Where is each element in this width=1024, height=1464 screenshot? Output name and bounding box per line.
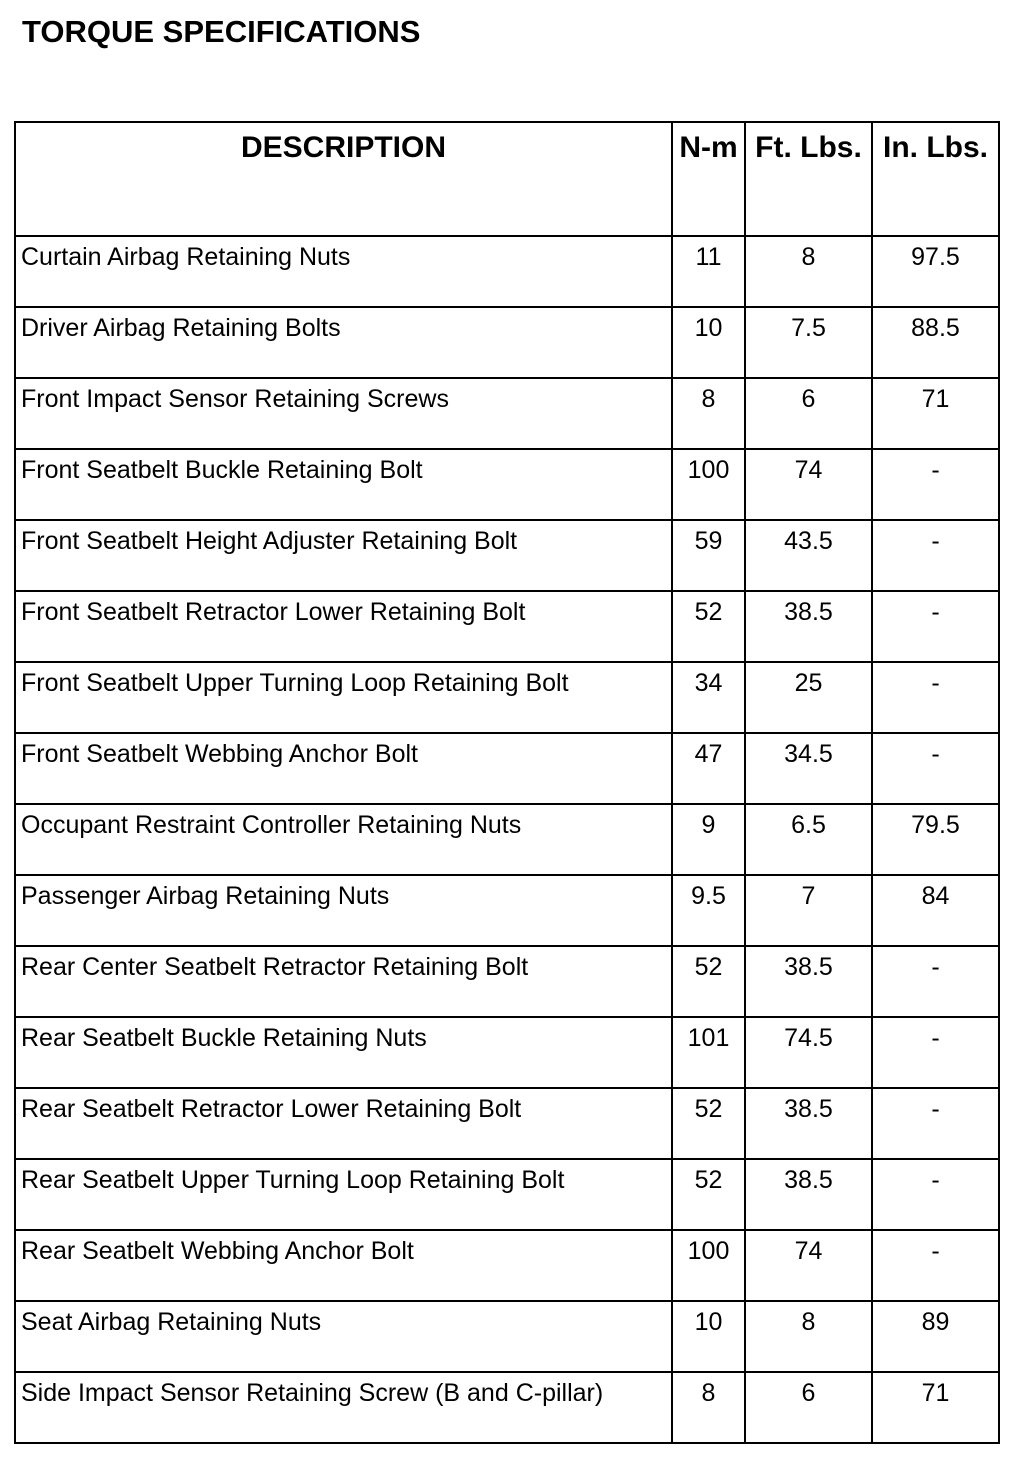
cell-ft-lbs: 25 <box>745 662 872 733</box>
cell-ft-lbs: 38.5 <box>745 1159 872 1230</box>
cell-ft-lbs: 6 <box>745 378 872 449</box>
cell-ft-lbs: 43.5 <box>745 520 872 591</box>
cell-description: Front Seatbelt Webbing Anchor Bolt <box>15 733 672 804</box>
cell-description: Occupant Restraint Controller Retaining Nuts <box>15 804 672 875</box>
cell-in-lbs: - <box>872 449 999 520</box>
cell-nm: 100 <box>672 449 745 520</box>
table-row <box>15 804 999 875</box>
column-header-ft-lbs: Ft. Lbs. <box>745 122 872 236</box>
cell-in-lbs: - <box>872 946 999 1017</box>
column-header-nm: N-m <box>672 122 745 236</box>
cell-description: Front Impact Sensor Retaining Screws <box>15 378 672 449</box>
column-header-description: DESCRIPTION <box>15 122 672 236</box>
cell-in-lbs: - <box>872 662 999 733</box>
cell-in-lbs: 71 <box>872 378 999 449</box>
cell-description: Rear Seatbelt Retractor Lower Retaining Bolt <box>15 1088 672 1159</box>
table-row <box>15 520 999 591</box>
cell-description: Front Seatbelt Buckle Retaining Bolt <box>15 449 672 520</box>
cell-nm: 52 <box>672 1088 745 1159</box>
cell-ft-lbs: 38.5 <box>745 591 872 662</box>
cell-ft-lbs: 7.5 <box>745 307 872 378</box>
cell-in-lbs: 79.5 <box>872 804 999 875</box>
cell-in-lbs: 71 <box>872 1372 999 1443</box>
cell-nm: 8 <box>672 1372 745 1443</box>
table-row <box>15 1017 999 1088</box>
table-row <box>15 1088 999 1159</box>
table-row <box>15 378 999 449</box>
cell-description: Seat Airbag Retaining Nuts <box>15 1301 672 1372</box>
cell-nm: 47 <box>672 733 745 804</box>
cell-in-lbs: - <box>872 1159 999 1230</box>
cell-nm: 101 <box>672 1017 745 1088</box>
cell-in-lbs: - <box>872 520 999 591</box>
table-row <box>15 236 999 307</box>
cell-ft-lbs: 74 <box>745 449 872 520</box>
cell-ft-lbs: 38.5 <box>745 946 872 1017</box>
table-row <box>15 662 999 733</box>
cell-description: Rear Seatbelt Buckle Retaining Nuts <box>15 1017 672 1088</box>
cell-nm: 52 <box>672 591 745 662</box>
cell-in-lbs: 97.5 <box>872 236 999 307</box>
cell-ft-lbs: 6 <box>745 1372 872 1443</box>
table-row <box>15 875 999 946</box>
cell-in-lbs: 89 <box>872 1301 999 1372</box>
table-header-row <box>15 122 999 236</box>
cell-nm: 8 <box>672 378 745 449</box>
cell-nm: 59 <box>672 520 745 591</box>
cell-nm: 10 <box>672 1301 745 1372</box>
table-row <box>15 1159 999 1230</box>
cell-in-lbs: 84 <box>872 875 999 946</box>
cell-ft-lbs: 8 <box>745 1301 872 1372</box>
table-row <box>15 733 999 804</box>
cell-in-lbs: 88.5 <box>872 307 999 378</box>
page-title: TORQUE SPECIFICATIONS <box>22 14 421 49</box>
cell-description: Driver Airbag Retaining Bolts <box>15 307 672 378</box>
column-header-in-lbs: In. Lbs. <box>872 122 999 236</box>
cell-description: Front Seatbelt Height Adjuster Retaining Bolt <box>15 520 672 591</box>
cell-nm: 11 <box>672 236 745 307</box>
cell-in-lbs: - <box>872 1088 999 1159</box>
cell-description: Side Impact Sensor Retaining Screw (B and C-pillar) <box>15 1372 672 1443</box>
cell-ft-lbs: 38.5 <box>745 1088 872 1159</box>
cell-nm: 9.5 <box>672 875 745 946</box>
cell-in-lbs: - <box>872 591 999 662</box>
cell-description: Curtain Airbag Retaining Nuts <box>15 236 672 307</box>
table-row <box>15 307 999 378</box>
table-row <box>15 1230 999 1301</box>
cell-nm: 52 <box>672 946 745 1017</box>
cell-ft-lbs: 34.5 <box>745 733 872 804</box>
table-row <box>15 1301 999 1372</box>
cell-description: Passenger Airbag Retaining Nuts <box>15 875 672 946</box>
cell-nm: 52 <box>672 1159 745 1230</box>
cell-in-lbs: - <box>872 1017 999 1088</box>
cell-ft-lbs: 74.5 <box>745 1017 872 1088</box>
cell-description: Front Seatbelt Upper Turning Loop Retaining Bolt <box>15 662 672 733</box>
cell-ft-lbs: 6.5 <box>745 804 872 875</box>
cell-nm: 100 <box>672 1230 745 1301</box>
cell-description: Rear Seatbelt Webbing Anchor Bolt <box>15 1230 672 1301</box>
cell-in-lbs: - <box>872 1230 999 1301</box>
cell-description: Front Seatbelt Retractor Lower Retaining Bolt <box>15 591 672 662</box>
cell-nm: 9 <box>672 804 745 875</box>
cell-description: Rear Center Seatbelt Retractor Retaining Bolt <box>15 946 672 1017</box>
cell-ft-lbs: 74 <box>745 1230 872 1301</box>
table-row <box>15 1372 999 1443</box>
table-row <box>15 591 999 662</box>
cell-ft-lbs: 8 <box>745 236 872 307</box>
torque-spec-table <box>14 121 1000 1444</box>
table-row <box>15 449 999 520</box>
cell-ft-lbs: 7 <box>745 875 872 946</box>
cell-description: Rear Seatbelt Upper Turning Loop Retaining Bolt <box>15 1159 672 1230</box>
cell-nm: 10 <box>672 307 745 378</box>
cell-in-lbs: - <box>872 733 999 804</box>
table-row <box>15 946 999 1017</box>
cell-nm: 34 <box>672 662 745 733</box>
